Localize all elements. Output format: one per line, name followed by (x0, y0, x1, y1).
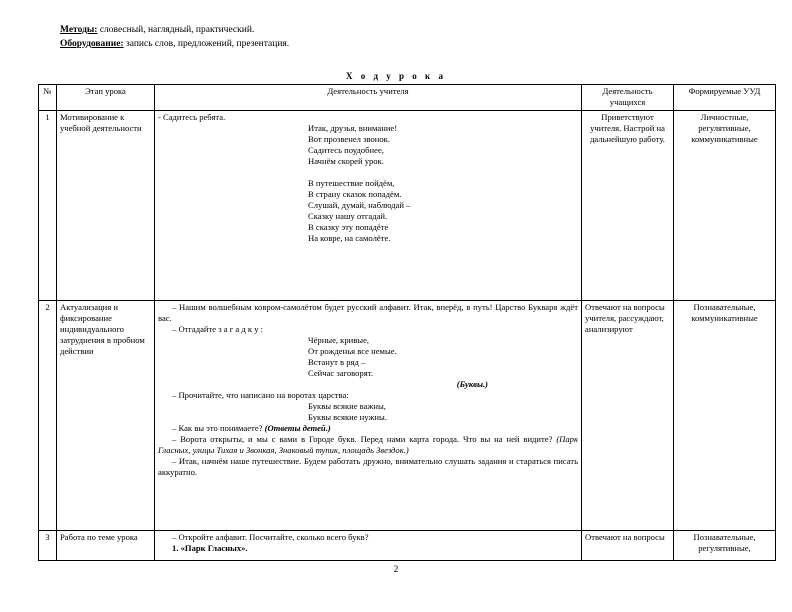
table-row (39, 301, 776, 531)
verse-line: Итак, друзья, внимание! (308, 123, 398, 133)
row-teacher-activity (155, 111, 582, 301)
lesson-table (38, 84, 776, 561)
row-num: 1 (39, 111, 57, 301)
row-num: 3 (39, 531, 57, 561)
verse-line: Слушай, думай, наблюдай – (308, 200, 411, 210)
page-number: 2 (393, 564, 399, 574)
row-students-activity: Отвечают на вопросы (582, 531, 674, 561)
header-uud: Формируемые УУД (674, 85, 776, 111)
teacher-paragraph: – Нашим волшебным ковром-самолётом будет русский алфавит. Итак, вперёд, в путь! Царство Букваря ждёт вас. (158, 302, 578, 323)
teacher-paragraph: 1. «Парк Гласных». (172, 543, 248, 553)
verse-line: На ковре, на самолёте. (308, 233, 391, 243)
row-students-activity: Отвечают на вопросы учителя, рассуждают, анализируют (582, 301, 674, 531)
teacher-paragraph: – Прочитайте, что написано на воротах царства: (172, 390, 349, 400)
riddle-line: От рожденья все немые. (308, 346, 397, 356)
table-header-row (39, 85, 776, 111)
equipment-line (60, 38, 289, 50)
row-uud: Личностные, регулятивные, коммуникативные (674, 111, 776, 301)
table-row (39, 111, 776, 301)
row-uud: Познавательные, коммуникативные (674, 301, 776, 531)
header-students: Деятельность учащихся (582, 85, 674, 111)
row-students-activity: Приветствуют учителя. Настрой на дальнейшую работу. (582, 111, 674, 301)
header-num: № (39, 85, 57, 111)
teacher-paragraph: – Отгадайте з а г а д к у : (172, 324, 264, 334)
motto-line: Буквы всякие важны, (308, 401, 386, 411)
row-teacher-activity (155, 531, 582, 561)
row-stage: Мотивирование к учебной деятельности (57, 111, 155, 301)
verse-line: Начнём скорей урок. (308, 156, 384, 166)
row-num: 2 (39, 301, 57, 531)
equipment-label: Оборудование: (60, 39, 124, 49)
verse-line: Вот прозвенел звонок. (308, 134, 390, 144)
table-row (39, 531, 776, 561)
verse-line: В сказку эту попадёте (308, 222, 389, 232)
methods-text: словесный, наглядный, практический. (97, 25, 255, 35)
teacher-paragraph: – Как вы это понимаете? (Ответы детей.) (172, 423, 331, 433)
verse-line: В путешествие пойдём, (308, 178, 395, 188)
greeting-line: - Садитесь ребята. (158, 112, 226, 122)
header-stage: Этап урока (57, 85, 155, 111)
motto-line: Буквы всякие нужны. (308, 412, 387, 422)
riddle-line: Встанут в ряд – (308, 357, 366, 367)
verse-line: Садитесь поудобнее, (308, 145, 384, 155)
methods-line (60, 24, 254, 36)
lesson-plan-title: Х о д у р о к а (346, 71, 446, 81)
riddle-line: Чёрные, кривые, (308, 335, 370, 345)
row-stage: Работа по теме урока (57, 531, 155, 561)
methods-label: Методы: (60, 25, 98, 35)
row-teacher-activity (155, 301, 582, 531)
row-stage: Актуализация и фиксирование индивидуального затруднения в пробном действии (57, 301, 155, 531)
riddle-line: Сейчас заговорят. (308, 368, 373, 378)
equipment-text: запись слов, предложений, презентация. (123, 39, 290, 49)
teacher-paragraph: – Откройте алфавит. Посчитайте, сколько всего букв? (172, 532, 369, 542)
teacher-paragraph: – Ворота открыты, и мы с вами в Городе букв. Перед нами карта города. Что вы на ней видите? (Парк Гласных, улицы Тихая и Звонкая, Знаковый тупик, площадь Звездок.) (158, 434, 578, 455)
row-uud: Познавательные, регулятивные, (674, 531, 776, 561)
verse-line: В страну сказок попадём. (308, 189, 402, 199)
teacher-paragraph: – Итак, начнём наше путешествие. Будем работать дружно, внимательно слушать задания и стараться писать аккуратно. (158, 456, 578, 477)
riddle-answer: (Буквы.) (456, 379, 488, 389)
header-teacher: Деятельность учителя (155, 85, 582, 111)
verse-line: Сказку нашу отгадай. (308, 211, 388, 221)
